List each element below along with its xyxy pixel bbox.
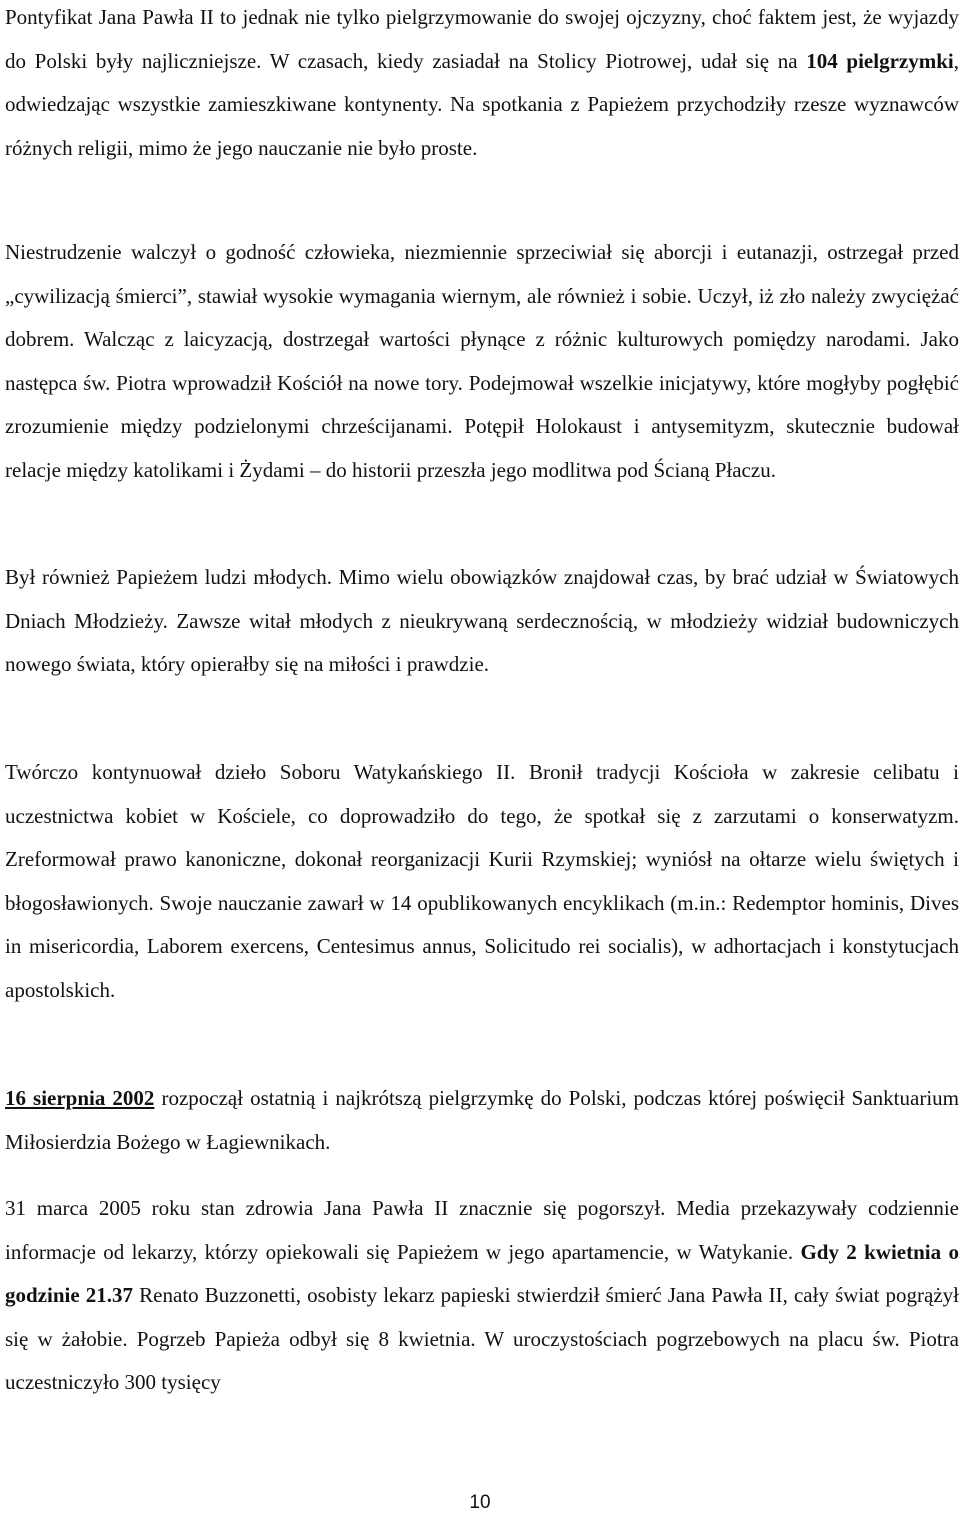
paragraph-death bbox=[5, 1187, 959, 1405]
page-number: 10 bbox=[469, 1492, 491, 1513]
paragraph-text: Twórczo kontynuował dzieło Soboru Watykańskiego II. Bronił tradycji Kościoła w zakresie celibatu i uczestnictwa kobiet w Kościele, co doprowadziło do tego, że spotkał się z zarzutami o konserwatyzm. Zreformował prawo kanoniczne, dokonał reorganizacji Kurii Rzymskiej; wyniósł na ołtarze wielu świętych i błogosławionych. Swoje nauczanie zawarł w 14 opublikowanych encyklikach (m.in.: Redemptor hominis, Dives in misericordia, Laborem exercens, Centesimus annus, Solicitudo rei socialis), w adhortacjach i konstytucjach apostolskich. bbox=[5, 760, 959, 1002]
paragraph-text: rozpoczął ostatnią i najkrótszą pielgrzymkę do Polski, podczas której poświęcił Sanktuarium Miłosierdzia Bożego w Łagiewnikach. bbox=[5, 1086, 959, 1154]
paragraph-text: 31 marca 2005 roku stan zdrowia Jana Pawła II znacznie się pogorszył. Media przekazywały codziennie informacje od lekarzy, którzy opiekowali się Papieżem w jego apartamencie, w Watykanie. bbox=[5, 1196, 959, 1264]
bold-text: 104 pielgrzymki bbox=[806, 48, 954, 73]
paragraph-text: Pontyfikat Jana Pawła II to jednak nie tylko pielgrzymowanie do swojej ojczyzny, choć faktem jest, że wyjazdy do Polski były najliczniejsze. W czasach, kiedy zasiadał na Stolicy Piotrowej, udał się na bbox=[5, 5, 959, 73]
paragraph-text: , odwiedzając wszystkie zamieszkiwane kontynenty. Na spotkania z Papieżem przychodziły rzesze wyznawców różnych religii, mimo że jego nauczanie nie było proste. bbox=[5, 48, 959, 160]
paragraph-text: Niestrudzenie walczył o godność człowieka, niezmiennie sprzeciwiał się aborcji i eutanazji, ostrzegał przed „cywilizacją śmierci”, stawiał wysokie wymagania wiernym, ale również i sobie. Uczył, iż zło należy zwyciężać dobrem. Walcząc z laicyzacją, dostrzegał wartości płynące z różnic kulturowych pomiędzy narodami. Jako następca św. Piotra wprowadził Kościół na nowe tory. Podejmował wszelkie inicjatywy, które mogłyby pogłębić zrozumienie między podzielonymi chrześcijanami. Potępił Holokaust i antysemityzm, skutecznie budował relacje między katolikami i Żydami – do historii przeszła jego modlitwa pod Ścianą Płaczu. bbox=[5, 240, 959, 482]
bold-date-text: 16 sierpnia 2002 bbox=[5, 1086, 155, 1110]
paragraph-human-dignity bbox=[5, 231, 959, 492]
paragraph-text: Był również Papieżem ludzi młodych. Mimo wielu obowiązków znajdował czas, by brać udział w Światowych Dniach Młodzieży. Zawsze witał młodych z nieukrywaną serdecznością, w młodzieży widział budowniczych nowego świata, który opierałby się na miłości i prawdzie. bbox=[5, 565, 959, 676]
paragraph-last-pilgrimage bbox=[5, 1077, 959, 1164]
bold-text: Gdy 2 kwietnia o godzinie 21.37 bbox=[5, 1239, 959, 1307]
paragraph-youth bbox=[5, 556, 959, 687]
paragraph-text: Renato Buzzonetti, osobisty lekarz papieski stwierdził śmierć Jana Pawła II, cały świat pogrążył się w żałobie. Pogrzeb Papieża odbył się 8 kwietnia. W uroczystościach pogrzebowych na placu św. Piotra uczestniczyło 300 tysięcy bbox=[5, 1283, 959, 1394]
paragraph-vatican-council bbox=[5, 751, 959, 1012]
paragraph-pilgrimages bbox=[5, 0, 959, 170]
